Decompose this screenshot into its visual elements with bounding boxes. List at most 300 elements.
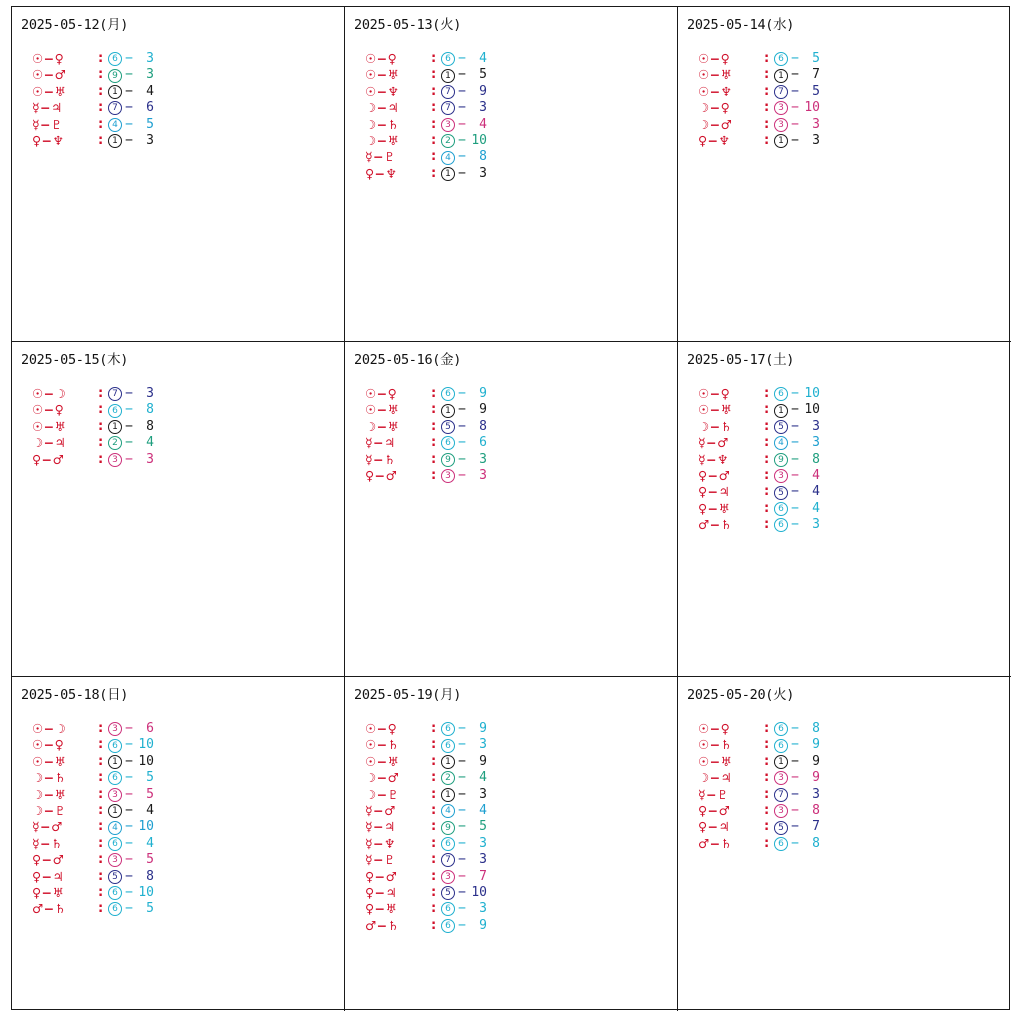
aspect-code-circle: 1: [441, 788, 455, 802]
aspect-code-circle: 3: [774, 469, 788, 483]
aspect-count: 3: [146, 451, 154, 467]
aspect-pair: ☉−♆: [698, 83, 733, 99]
aspect-code-circle: 3: [774, 771, 788, 785]
aspect-pair: ☽−♄: [32, 770, 67, 786]
separator-colon: :: [431, 83, 437, 99]
aspect-row: [32, 51, 154, 67]
aspect-row: [698, 484, 820, 500]
aspect-code-circle: 6: [441, 919, 455, 933]
separator-dash: −: [791, 67, 799, 83]
separator-colon: :: [98, 721, 104, 736]
aspect-row: [365, 133, 487, 149]
aspect-row: [698, 501, 820, 517]
separator-colon: :: [98, 435, 104, 451]
aspect-row: [32, 435, 154, 451]
aspect-row: [698, 435, 820, 451]
aspect-row: [32, 819, 154, 835]
separator-colon: :: [764, 386, 770, 401]
aspect-row: [365, 386, 487, 402]
aspect-row: [698, 84, 820, 100]
separator-dash: −: [791, 435, 799, 451]
aspect-code-circle: 6: [441, 837, 455, 851]
day-cell: [12, 342, 345, 677]
day-cell: [345, 677, 678, 1011]
aspect-pair: ☉−♅: [698, 753, 733, 769]
aspect-pair: ☉−♀: [365, 721, 398, 736]
aspect-pair: ☽−♃: [698, 770, 733, 786]
aspect-count: 5: [479, 819, 487, 835]
separator-colon: :: [764, 67, 770, 83]
aspect-pair: ☿−♇: [32, 116, 63, 132]
separator-dash: −: [125, 83, 133, 99]
aspect-pair: ☿−♂: [698, 435, 729, 451]
separator-colon: :: [764, 451, 770, 467]
aspect-row: [365, 901, 487, 917]
aspect-pair: ♀−♆: [698, 132, 731, 148]
separator-dash: −: [458, 116, 466, 132]
aspect-code-circle: 3: [441, 118, 455, 132]
aspect-count: 3: [146, 132, 154, 148]
aspect-code-circle: 6: [774, 387, 788, 401]
aspect-count: 4: [146, 802, 154, 818]
separator-colon: :: [431, 386, 437, 401]
aspect-code-circle: 5: [774, 486, 788, 500]
separator-dash: −: [458, 451, 466, 467]
aspect-count: 3: [812, 435, 820, 451]
separator-dash: −: [458, 786, 466, 802]
separator-colon: :: [98, 835, 104, 851]
separator-colon: :: [98, 402, 104, 418]
separator-colon: :: [764, 100, 770, 116]
aspect-code-circle: 1: [108, 804, 122, 818]
separator-dash: −: [125, 418, 133, 434]
aspect-pair: ☿−♄: [365, 451, 396, 467]
aspect-count: 6: [479, 435, 487, 451]
aspect-row: [365, 770, 487, 786]
aspect-count: 10: [804, 386, 820, 401]
separator-colon: :: [431, 67, 437, 83]
separator-dash: −: [458, 386, 466, 401]
aspect-list: [365, 386, 487, 484]
aspect-count: 9: [479, 753, 487, 769]
aspect-count: 10: [804, 100, 820, 116]
separator-colon: :: [431, 467, 437, 483]
aspect-row: [698, 754, 820, 770]
aspect-pair: ☉−♀: [365, 51, 398, 66]
aspect-code-circle: 6: [441, 739, 455, 753]
aspect-code-circle: 3: [441, 870, 455, 884]
separator-dash: −: [125, 100, 133, 116]
aspect-code-circle: 3: [774, 804, 788, 818]
aspect-code-circle: 6: [108, 771, 122, 785]
aspect-pair: ☉−♅: [698, 402, 733, 418]
separator-colon: :: [431, 100, 437, 116]
aspect-pair: ☽−♀: [698, 100, 731, 116]
aspect-count: 3: [146, 386, 154, 401]
aspect-row: [32, 754, 154, 770]
aspect-code-circle: 2: [441, 134, 455, 148]
separator-colon: :: [431, 165, 437, 181]
aspect-pair: ☽−♇: [365, 786, 400, 802]
separator-dash: −: [791, 467, 799, 483]
aspect-pair: ♀−♃: [32, 868, 65, 884]
aspect-pair: ☽−♂: [698, 116, 733, 132]
aspect-row: [365, 149, 487, 165]
separator-dash: −: [125, 770, 133, 786]
aspect-count: 9: [479, 917, 487, 933]
aspect-code-circle: 1: [441, 404, 455, 418]
day-cell: [678, 7, 1011, 342]
aspect-count: 10: [471, 132, 487, 148]
aspect-row: [365, 737, 487, 753]
aspect-row: [365, 402, 487, 418]
aspect-row: [32, 452, 154, 468]
aspect-pair: ☽−♅: [365, 132, 400, 148]
aspect-code-circle: 4: [774, 436, 788, 450]
aspect-row: [698, 402, 820, 418]
separator-dash: −: [125, 116, 133, 132]
separator-dash: −: [125, 67, 133, 83]
aspect-code-circle: 3: [441, 469, 455, 483]
aspect-code-circle: 7: [441, 853, 455, 867]
aspect-list: [32, 721, 154, 918]
aspect-count: 4: [479, 51, 487, 66]
aspect-code-circle: 6: [774, 837, 788, 851]
aspect-row: [32, 386, 154, 402]
aspect-count: 9: [479, 386, 487, 401]
aspect-code-circle: 5: [441, 420, 455, 434]
aspect-row: [698, 787, 820, 803]
separator-dash: −: [125, 132, 133, 148]
aspect-code-circle: 5: [774, 420, 788, 434]
aspect-code-circle: 6: [108, 52, 122, 66]
aspect-code-circle: 7: [441, 101, 455, 115]
separator-dash: −: [458, 402, 466, 418]
aspect-code-circle: 6: [108, 837, 122, 851]
aspect-count: 4: [146, 83, 154, 99]
aspect-code-circle: 4: [108, 118, 122, 132]
aspect-pair: ♂−♄: [698, 517, 733, 533]
aspect-code-circle: 7: [774, 788, 788, 802]
aspect-list: [698, 51, 820, 149]
separator-colon: :: [431, 451, 437, 467]
separator-colon: :: [431, 917, 437, 933]
aspect-code-circle: 9: [441, 453, 455, 467]
aspect-count: 4: [479, 116, 487, 132]
separator-colon: :: [98, 132, 104, 148]
aspect-row: [32, 869, 154, 885]
aspect-count: 4: [146, 435, 154, 451]
aspect-pair: ☿−♃: [365, 435, 396, 451]
aspect-pair: ☉−♀: [698, 721, 731, 736]
aspect-row: [698, 51, 820, 67]
aspect-code-circle: 6: [108, 404, 122, 418]
aspect-count: 3: [812, 132, 820, 148]
aspect-count: 4: [479, 802, 487, 818]
aspect-code-circle: 6: [108, 902, 122, 916]
separator-colon: :: [764, 116, 770, 132]
day-cell: [678, 342, 1011, 677]
aspect-row: [32, 84, 154, 100]
separator-colon: :: [431, 132, 437, 148]
separator-colon: :: [431, 770, 437, 786]
aspect-pair: ♀−♃: [365, 884, 398, 900]
aspect-count: 10: [138, 819, 154, 835]
aspect-row: [365, 836, 487, 852]
aspect-list: [32, 51, 154, 149]
separator-colon: :: [764, 435, 770, 451]
separator-dash: −: [125, 435, 133, 451]
separator-colon: :: [98, 802, 104, 818]
separator-colon: :: [431, 786, 437, 802]
aspect-row: [32, 67, 154, 83]
separator-colon: :: [98, 83, 104, 99]
separator-colon: :: [764, 517, 770, 533]
aspect-count: 3: [479, 165, 487, 181]
aspect-pair: ☽−♃: [32, 435, 67, 451]
aspect-count: 8: [812, 802, 820, 818]
separator-dash: −: [125, 737, 133, 753]
aspect-code-circle: 1: [108, 134, 122, 148]
separator-dash: −: [125, 819, 133, 835]
aspect-pair: ☉−♅: [32, 753, 67, 769]
aspect-row: [32, 419, 154, 435]
separator-dash: −: [458, 835, 466, 851]
aspect-count: 9: [479, 402, 487, 418]
aspect-pair: ♀−♅: [698, 500, 731, 516]
separator-dash: −: [458, 917, 466, 933]
separator-dash: −: [125, 802, 133, 818]
separator-dash: −: [458, 721, 466, 736]
separator-colon: :: [764, 467, 770, 483]
aspect-row: [365, 166, 487, 182]
aspect-count: 5: [146, 116, 154, 132]
aspect-pair: ☿−♃: [365, 819, 396, 835]
aspect-list: [365, 721, 487, 934]
aspect-row: [32, 737, 154, 753]
aspect-row: [365, 918, 487, 934]
aspect-count: 10: [471, 884, 487, 900]
aspect-row: [32, 901, 154, 917]
aspect-count: 5: [479, 67, 487, 83]
aspect-count: 4: [812, 467, 820, 483]
separator-colon: :: [764, 802, 770, 818]
separator-dash: −: [125, 786, 133, 802]
separator-dash: −: [458, 868, 466, 884]
day-cell: [12, 7, 345, 342]
aspect-count: 3: [812, 418, 820, 434]
aspect-pair: ☿−♇: [365, 852, 396, 868]
aspect-code-circle: 6: [108, 886, 122, 900]
day-date: 2025-05-13(火): [354, 17, 462, 33]
aspect-code-circle: 3: [774, 118, 788, 132]
aspect-code-circle: 1: [441, 755, 455, 769]
aspect-count: 9: [812, 753, 820, 769]
separator-colon: :: [431, 737, 437, 753]
aspect-code-circle: 9: [108, 69, 122, 83]
aspect-row: [365, 419, 487, 435]
separator-dash: −: [458, 819, 466, 835]
separator-colon: :: [431, 884, 437, 900]
separator-dash: −: [125, 386, 133, 401]
aspect-row: [365, 885, 487, 901]
aspect-code-circle: 6: [774, 739, 788, 753]
aspect-count: 5: [146, 770, 154, 786]
aspect-pair: ♀−♂: [698, 802, 731, 818]
separator-dash: −: [791, 500, 799, 516]
aspect-pair: ☉−♄: [698, 737, 733, 753]
aspect-count: 3: [479, 451, 487, 467]
aspect-count: 10: [138, 884, 154, 900]
aspect-code-circle: 1: [441, 69, 455, 83]
aspect-row: [32, 787, 154, 803]
separator-dash: −: [791, 51, 799, 66]
day-date: 2025-05-12(月): [21, 17, 129, 33]
aspect-pair: ☿−♂: [365, 802, 396, 818]
separator-dash: −: [125, 51, 133, 66]
separator-colon: :: [431, 418, 437, 434]
aspect-pair: ☿−♄: [32, 835, 63, 851]
aspect-pair: ☉−♄: [365, 737, 400, 753]
aspect-count: 4: [479, 770, 487, 786]
separator-colon: :: [98, 418, 104, 434]
separator-dash: −: [791, 721, 799, 736]
separator-colon: :: [764, 500, 770, 516]
aspect-count: 7: [812, 67, 820, 83]
aspect-code-circle: 1: [774, 134, 788, 148]
aspect-pair: ☿−♇: [698, 786, 729, 802]
aspect-code-circle: 1: [108, 755, 122, 769]
aspect-pair: ♀−♂: [32, 852, 65, 868]
day-date: 2025-05-15(木): [21, 352, 129, 368]
separator-dash: −: [791, 484, 799, 500]
separator-colon: :: [98, 386, 104, 401]
aspect-code-circle: 1: [441, 167, 455, 181]
aspect-pair: ☉−♀: [32, 51, 65, 66]
separator-colon: :: [764, 786, 770, 802]
aspect-pair: ☉−♀: [32, 402, 65, 418]
aspect-row: [32, 133, 154, 149]
aspect-code-circle: 1: [774, 755, 788, 769]
aspect-code-circle: 9: [441, 821, 455, 835]
aspect-code-circle: 6: [774, 518, 788, 532]
aspect-code-circle: 6: [774, 502, 788, 516]
aspect-row: [32, 852, 154, 868]
aspect-pair: ☉−☽: [32, 386, 67, 401]
aspect-row: [365, 754, 487, 770]
separator-colon: :: [431, 868, 437, 884]
separator-colon: :: [764, 770, 770, 786]
aspect-code-circle: 3: [108, 788, 122, 802]
aspect-pair: ♀−♂: [365, 467, 398, 483]
aspect-count: 3: [479, 737, 487, 753]
separator-dash: −: [125, 901, 133, 917]
day-cell: [12, 677, 345, 1011]
aspect-count: 3: [479, 852, 487, 868]
aspect-row: [365, 100, 487, 116]
aspect-count: 8: [479, 418, 487, 434]
aspect-code-circle: 5: [774, 821, 788, 835]
aspect-code-circle: 4: [108, 821, 122, 835]
aspect-row: [365, 67, 487, 83]
aspect-code-circle: 2: [108, 436, 122, 450]
aspect-row: [365, 452, 487, 468]
aspect-count: 9: [479, 83, 487, 99]
aspect-code-circle: 4: [441, 804, 455, 818]
aspect-row: [698, 419, 820, 435]
separator-dash: −: [791, 517, 799, 533]
aspect-pair: ♀−♅: [32, 884, 65, 900]
day-cell: [678, 677, 1011, 1011]
aspect-pair: ☽−♅: [32, 786, 67, 802]
separator-colon: :: [431, 802, 437, 818]
separator-dash: −: [125, 852, 133, 868]
aspect-count: 3: [479, 786, 487, 802]
separator-colon: :: [431, 819, 437, 835]
aspect-count: 5: [812, 51, 820, 66]
separator-colon: :: [98, 819, 104, 835]
separator-dash: −: [458, 100, 466, 116]
aspect-pair: ☿−♆: [698, 451, 729, 467]
aspect-pair: ☉−♆: [365, 83, 400, 99]
separator-colon: :: [764, 484, 770, 500]
day-date: 2025-05-17(土): [687, 352, 795, 368]
day-cell: [345, 7, 678, 342]
aspect-pair: ♀−♆: [32, 132, 65, 148]
aspect-code-circle: 3: [108, 853, 122, 867]
separator-colon: :: [764, 51, 770, 66]
separator-dash: −: [791, 418, 799, 434]
aspect-row: [698, 100, 820, 116]
aspect-pair: ☉−♀: [365, 386, 398, 401]
separator-colon: :: [431, 51, 437, 66]
aspect-pair: ♂−♄: [32, 901, 67, 917]
aspect-count: 5: [146, 852, 154, 868]
separator-dash: −: [458, 802, 466, 818]
aspect-row: [698, 67, 820, 83]
aspect-count: 7: [812, 819, 820, 835]
aspect-code-circle: 5: [108, 870, 122, 884]
aspect-pair: ☿−♆: [365, 835, 396, 851]
aspect-count: 3: [812, 786, 820, 802]
aspect-pair: ☉−♅: [365, 402, 400, 418]
aspect-code-circle: 6: [108, 739, 122, 753]
aspect-count: 6: [146, 100, 154, 116]
aspect-row: [365, 869, 487, 885]
aspect-row: [365, 819, 487, 835]
aspect-pair: ☽−♄: [698, 418, 733, 434]
aspect-row: [698, 737, 820, 753]
separator-dash: −: [458, 149, 466, 165]
aspect-count: 4: [812, 484, 820, 500]
aspect-row: [365, 787, 487, 803]
aspect-row: [698, 803, 820, 819]
aspect-count: 3: [479, 467, 487, 483]
aspect-count: 9: [479, 721, 487, 736]
aspect-count: 8: [479, 149, 487, 165]
separator-dash: −: [125, 868, 133, 884]
aspect-row: [365, 803, 487, 819]
aspect-code-circle: 6: [441, 902, 455, 916]
aspect-row: [365, 51, 487, 67]
separator-colon: :: [98, 451, 104, 467]
aspect-pair: ☽−♃: [365, 100, 400, 116]
aspect-code-circle: 1: [108, 420, 122, 434]
calendar-grid: [11, 6, 1010, 1010]
aspect-code-circle: 4: [441, 151, 455, 165]
aspect-row: [32, 885, 154, 901]
separator-colon: :: [764, 83, 770, 99]
